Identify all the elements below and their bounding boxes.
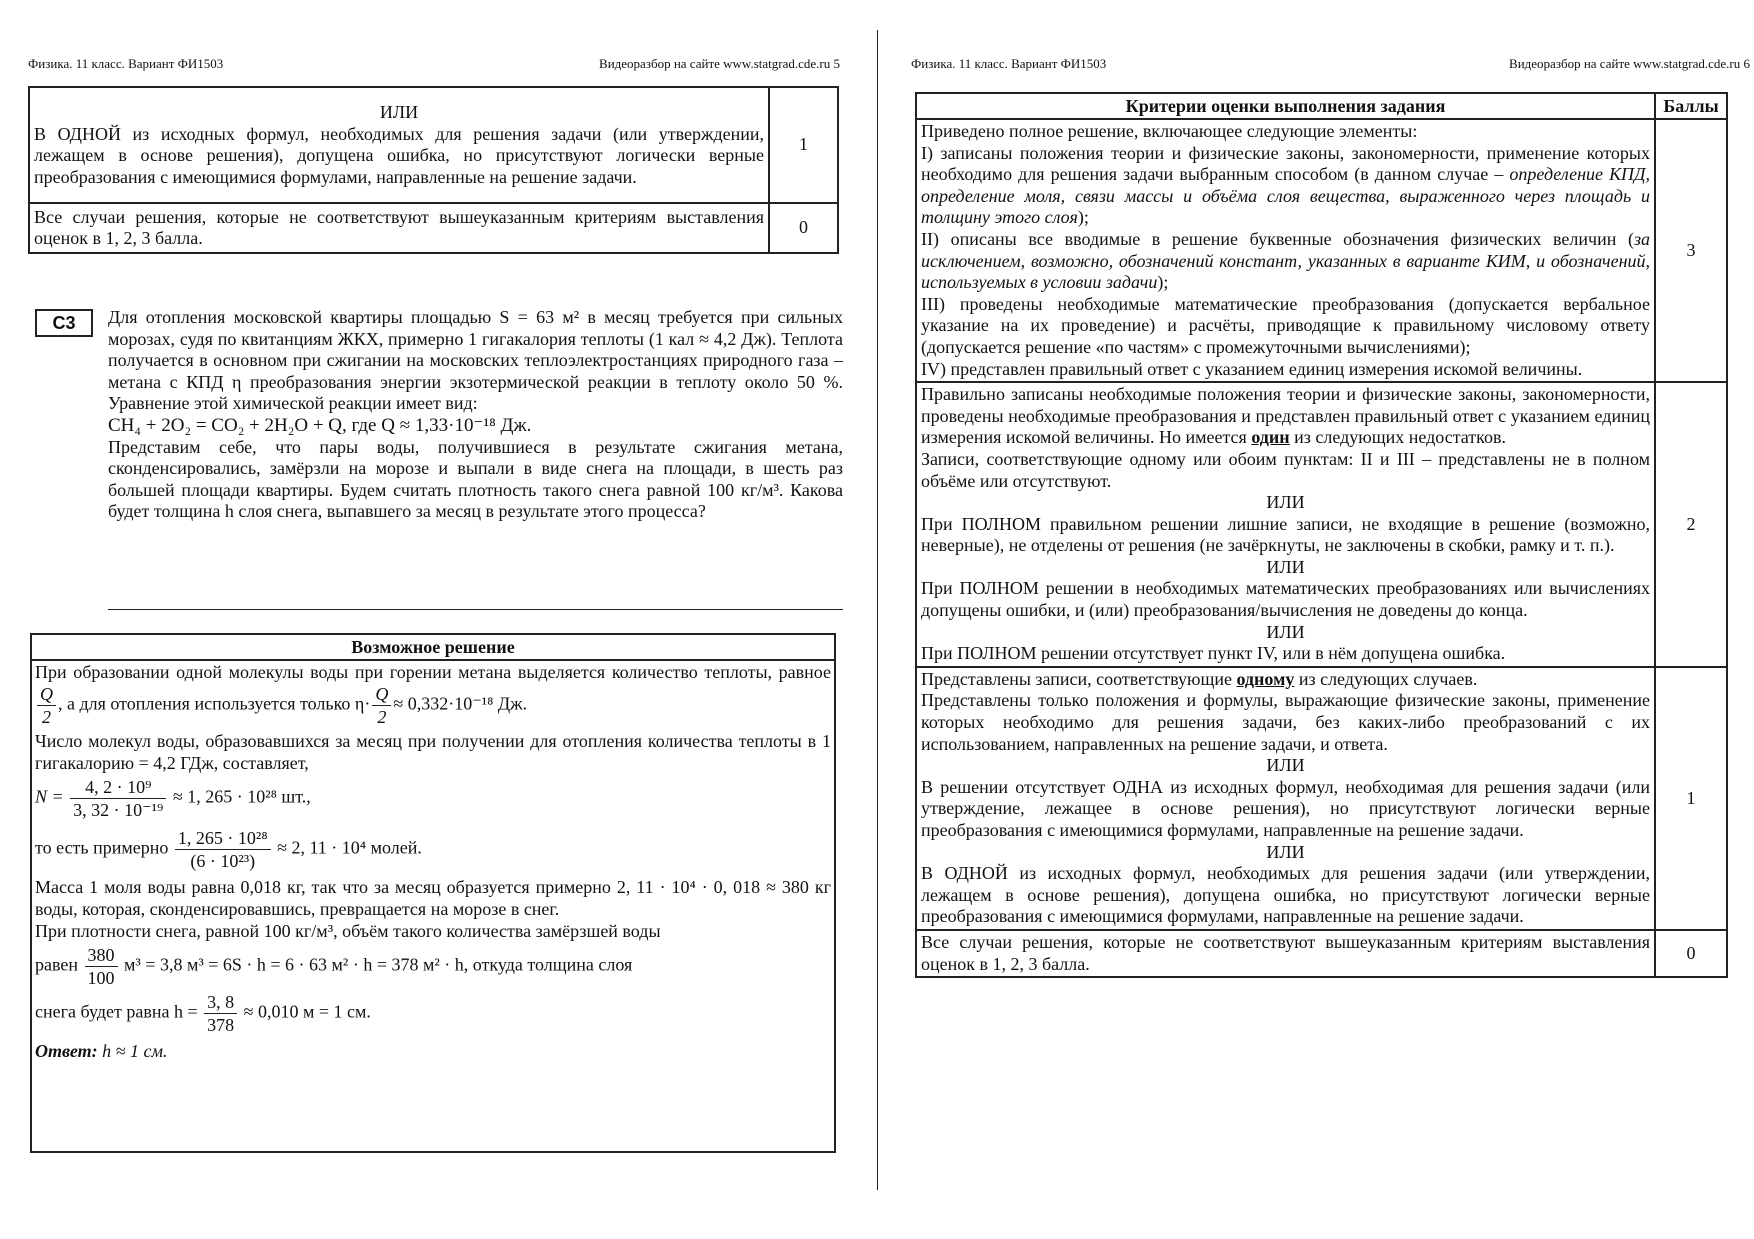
solution-step-moles: то есть примерно $\frac{\text{1, 265 · 10²⁸}}{\text{(6 · 10²³)}}$ ≈ 2, 11 · 10⁴ молей. — [35, 828, 422, 871]
solution-step-thickness: снега будет равна h = $\frac{3, 8}{378}$ ≈ 0,010 м = 1 см. — [35, 992, 371, 1035]
right-header-video-link: Видеоразбор на сайте www.statgrad.cde.ru 6 — [1509, 56, 1750, 71]
table-row — [916, 382, 1727, 667]
task-paragraph-1: Для отопления московской квартиры площадью S = 63 м² в месяц требуется при сильных морозах, судя по квитанциям ЖКХ, примерно 1 гигакалория теплоты (1 кал ≈ 4,2 Дж). Теплота получается в основном при сжигании на московских теплоэлектростанциях природного газа – метана с КПД η преобразования энергии экзотермической реакции в теплоту около 50 %. Уравнение этой химической реакции имеет вид: — [108, 307, 843, 414]
fraction-q-over-2: $\frac{Q}{2}$ — [37, 683, 56, 728]
task-label: C3 — [35, 309, 93, 337]
table-row — [916, 667, 1727, 930]
criteria-text: Все случаи решения, которые не соответствуют вышеуказанным критериям выставления оценок в 1, 2, 3 балла. — [29, 203, 769, 253]
fraction-thickness: $\frac{3, 8}{378}$ — [204, 991, 237, 1036]
solution-step-2: Число молекул воды, образовавшихся за месяц при получении для отопления количества теплоты в 1 гигакалорию = 4,2 ГДж, составляет, — [35, 731, 831, 773]
solution-step-mass: Масса 1 моля воды равна 0,018 кг, так что за месяц образуется примерно 2, 11 · 10⁴ · 0, 018 ≈ 380 кг воды, которая, сконденсировавшись, превращается на морозе в снег. — [35, 877, 831, 919]
solution-step-n: N = $\frac{\text{4, 2 · 10⁹}}{\text{3, 32 · 10⁻¹⁹}}$ ≈ 1, 265 · 10²⁸ шт., — [35, 777, 311, 820]
table-row — [29, 203, 838, 253]
column-header-points: Баллы — [1655, 93, 1727, 119]
criteria-table — [915, 92, 1728, 978]
score-cell: 0 — [1655, 930, 1727, 977]
answer-label: Ответ: — [35, 1041, 98, 1061]
or-divider: ИЛИ — [1266, 621, 1305, 642]
or-divider: ИЛИ — [1266, 556, 1305, 577]
criteria-continuation-table — [28, 86, 839, 254]
fraction-n: $\frac{\text{4, 2 · 10⁹}}{\text{3, 32 · 10⁻¹⁹}}$ — [70, 776, 166, 821]
criteria-cell-0: Все случаи решения, которые не соответствуют вышеуказанным критериям выставления оценок в 1, 2, 3 балла. — [916, 930, 1655, 977]
criteria-cell-3: Приведено полное решение, включающее следующие элементы: I) записаны положения теории и физические законы, закономерности, применение которых необходимо для решения задачи выбранным способом (в данном случае – определение КПД, определение моля, связи массы и объёма слоя вещества, выраженного через площадь и толщину этого слоя); II) описаны все вводимые в решение буквенные обозначения физических величин (за исключением, возможно, обозначений констант, указанных в варианте КИМ, и обозначений, используемых в условии задачи); III) проведены необходимые математические преобразования (допускается вербальное указание на их проведение) и расчёты, приводящие к правильному числовому ответу (допускается решение «по частям» с промежуточными вычислениями); IV) представлен правильный ответ с указанием единиц измерения искомой величины. — [916, 119, 1655, 382]
criteria-text: В ОДНОЙ из исходных формул, необходимых для решения задачи (или утверждении, лежащем в основе решения), допущена ошибка, но присутствуют логически верные преобразования с имеющимися формулами, направленные на решение задачи. — [34, 123, 764, 187]
score-cell: 3 — [1655, 119, 1727, 382]
or-divider: ИЛИ — [1266, 755, 1305, 776]
criteria-cell — [29, 87, 769, 203]
task-paragraph-2: Представим себе, что пары воды, получившиеся в результате сжигания метана, сконденсировались, замёрзли на морозе и выпали в виде снега на площади, в шесть раз большей площади квартиры. Будем считать плотность такого снега равной 100 кг/м³. Какова будет толщина h слоя снега, выпавшего за месяц в результате этого процесса? — [108, 436, 843, 522]
solution-title: Возможное решение — [32, 635, 834, 661]
fraction-moles: $\frac{\text{1, 265 · 10²⁸}}{\text{(6 · 10²³)}}$ — [175, 827, 271, 872]
score-cell: 2 — [1655, 382, 1727, 667]
task-underline-divider — [108, 609, 843, 610]
table-header-row — [916, 93, 1727, 119]
reaction-equation: CH₄ + 2O₂ = CO₂ + 2H₂O + Q, где Q ≈ 1,33·10⁻¹⁸ Дж. — [108, 414, 532, 436]
solution-box — [30, 633, 836, 1153]
column-header-criteria: Критерии оценки выполнения задания — [916, 93, 1655, 119]
left-header-subject: Физика. 11 класс. Вариант ФИ1503 — [28, 56, 224, 71]
score-cell: 0 — [769, 203, 838, 253]
right-page — [877, 0, 1754, 1239]
right-header-subject: Физика. 11 класс. Вариант ФИ1503 — [911, 56, 1107, 71]
fraction-q-over-2-eta: $\frac{Q}{2}$ — [372, 683, 391, 728]
solution-body — [32, 661, 834, 1062]
left-header-video-link: Видеоразбор на сайте www.statgrad.cde.ru 5 — [599, 56, 840, 71]
table-row — [916, 119, 1727, 382]
score-cell: 1 — [1655, 667, 1727, 930]
criteria-cell-1: Представлены записи, соответствующие одному из следующих случаев. Представлены только положения и формулы, выражающие физические законы, применение которых необходимо для решения задачи, без каких-либо преобразований с их использованием, направленных на решение задачи, и ответа. ИЛИ В решении отсутствует ОДНА из исходных формул, необходимая для решения задачи (или утверждение, лежащее в основе решения), но присутствуют логически верные преобразования с имеющимися формулами, направленные на решение задачи. ИЛИ В ОДНОЙ из исходных формул, необходимых для решения задачи (или утверждении, лежащем в основе решения), допущена ошибка, но присутствуют логически верные преобразования с имеющимися формулами, направленные на решение задачи. — [916, 667, 1655, 930]
or-divider: ИЛИ — [1266, 841, 1305, 862]
table-row — [916, 930, 1727, 977]
fraction-volume: $\frac{380}{100}$ — [85, 944, 118, 989]
or-divider: ИЛИ — [379, 102, 419, 122]
task-text — [108, 307, 843, 523]
solution-answer — [35, 1040, 831, 1062]
score-cell: 1 — [769, 87, 838, 203]
solution-step-volume: равен $\frac{380}{100}$ м³ = 3,8 м³ = 6S · h = 6 · 63 м² · h = 378 м² · h, откуда толщина слоя — [35, 945, 633, 988]
criteria-cell-2: Правильно записаны необходимые положения теории и физические законы, закономерности, проведены необходимые преобразования и представлен правильный ответ с указанием единиц измерения искомой величины. Но имеется один из следующих недостатков. Записи, соответствующие одному или обоим пунктам: II и III – представлены не в полном объёме или отсутствуют. ИЛИ При ПОЛНОМ правильном решении лишние записи, не входящие в решение (возможно, неверные), не отделены от решения (не зачёркнуты, не заключены в скобки, рамку и т. п.). ИЛИ При ПОЛНОМ решении в необходимых математических преобразованиях или вычислениях допущены ошибки, и (или) преобразования/вычисления не доведены до конца. ИЛИ При ПОЛНОМ решении отсутствует пункт IV, или в нём допущена ошибка. — [916, 382, 1655, 667]
solution-step-density: При плотности снега, равной 100 кг/м³, объём такого количества замёрзшей воды — [35, 921, 661, 941]
answer-value: h ≈ 1 см. — [102, 1041, 168, 1061]
or-divider: ИЛИ — [1266, 492, 1305, 513]
solution-step-1: При образовании одной молекулы воды при горении метана выделяется количество теплоты, равное $\frac{Q}{2}$ , а для отопления используется только η· $\frac{Q}{2}$ ≈ 0,332·10⁻¹⁸ Дж. — [35, 662, 831, 727]
table-row — [29, 87, 838, 203]
